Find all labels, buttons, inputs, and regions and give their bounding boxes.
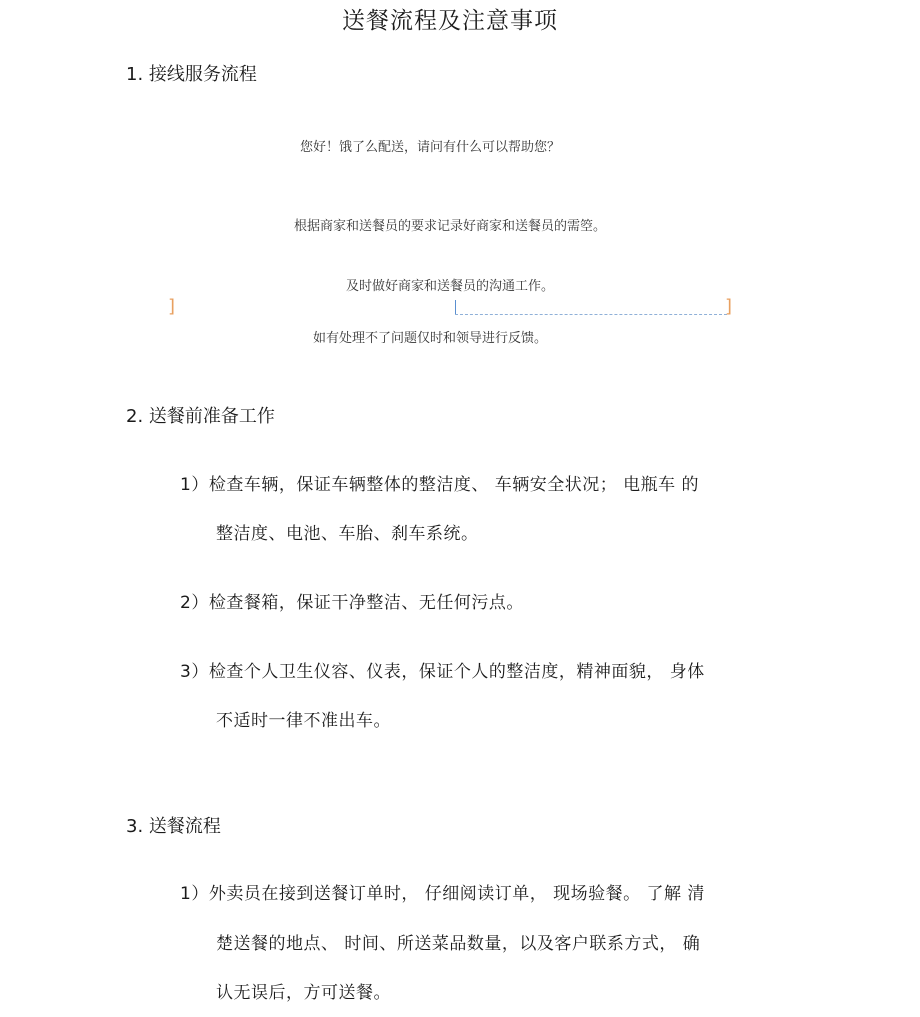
flow-step: 根据商家和送餐员的要求记录好商家和送餐员的需箜。 — [293, 219, 606, 234]
list-item-continuation: 楚送餐的地点、 时间、所送菜品数量，以及客户联系方式， 确 — [216, 934, 701, 954]
list-item-continuation: 整洁度、电池、车胎、刹车系统。 — [216, 524, 479, 544]
right-bracket-mark: ] — [725, 296, 733, 317]
connector-line — [455, 314, 727, 315]
page-title: 送餐流程及注意事项 — [342, 8, 558, 34]
list-item: 1）检查车辆，保证车辆整体的整洁度、 车辆安全状况； 电瓶车 的 — [180, 475, 700, 495]
flow-step: 及时做好商家和送餐员的沟通工作。 — [345, 279, 554, 294]
section-heading: 2. 送餐前准备工作 — [126, 406, 275, 427]
section-heading: 1. 接线服务流程 — [126, 64, 257, 85]
list-item: 3）检查个人卫生仪容、仪表，保证个人的整洁度，精神面貌， 身体 — [180, 662, 705, 682]
list-item: 1）外卖员在接到送餐订单时， 仔细阅读订单， 现场验餐。 了解 清 — [180, 884, 705, 904]
left-bracket-mark: ] — [168, 296, 176, 317]
list-item-continuation: 认无误后，方可送餐。 — [216, 983, 391, 1003]
list-item-continuation: 不适时一律不准出车。 — [216, 711, 391, 731]
list-item: 2）检查餐箱，保证干净整洁、无任何污点。 — [180, 593, 524, 613]
section-heading: 3. 送餐流程 — [126, 816, 221, 837]
text-cursor-mark — [455, 300, 456, 314]
flow-step: 如有处理不了问题仅时和领导进行反馈。 — [312, 331, 547, 346]
flow-step: 您好！饿了么配送，请问有什么可以帮助您？ — [299, 140, 560, 155]
